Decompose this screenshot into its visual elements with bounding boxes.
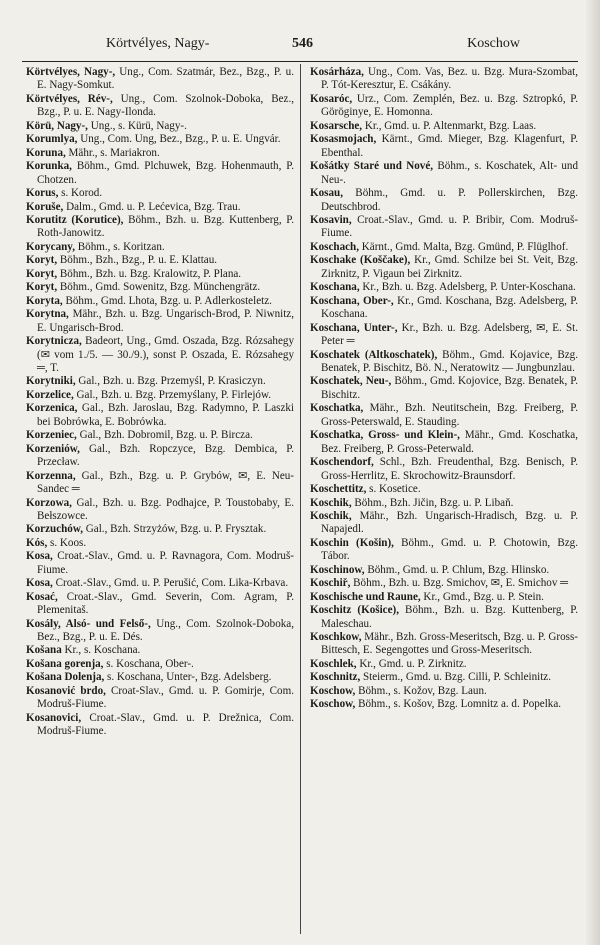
entry-headword: Koschettitz, — [310, 483, 367, 496]
directory-entry — [26, 470, 294, 497]
entry-headword: Kosasmojach, — [310, 133, 377, 146]
entry-text: Böhm., s. Koschatek, Alt- und Neu-. — [321, 160, 578, 186]
entry-headword: Koschatek (Altkoschatek), — [310, 348, 438, 361]
directory-entry — [310, 214, 578, 241]
directory-entry — [310, 254, 578, 281]
entry-text: Kr., Gmd. u. P. Zirknitz. — [356, 657, 467, 670]
entry-headword: Kosa, — [26, 577, 53, 590]
entry-text: Ung., s. Kürü, Nagy-. — [87, 119, 187, 132]
directory-entry — [26, 550, 294, 577]
entry-text: Böhm., Bzh. u. Bzg. Kuttenberg, P. Maleschau. — [321, 604, 578, 630]
entry-headword: Körtvélyes, Rév-, — [26, 92, 113, 105]
entry-text: Kr., Gmd., Bzg. u. P. Stein. — [420, 590, 544, 603]
entry-headword: Koschana, Ober-, — [310, 294, 394, 307]
entry-headword: Kosály, Alsó- und Felső-, — [26, 617, 151, 630]
entry-headword: Kós, — [26, 536, 48, 549]
entry-text: Böhm., Gmd. Kojavice, Bzg. Benatek, P. Bischitz, Bö. N., Neratowitz — Jungbunzlau. — [321, 348, 578, 374]
directory-entry — [310, 322, 578, 349]
entry-headword: Kosanovici, — [26, 711, 82, 724]
entry-headword: Koruna, — [26, 146, 66, 159]
entry-text: Kr., Gmd. Schilze bei St. Veit, Bzg. Zirknitz, P. Vigaun bei Zirknitz. — [321, 254, 578, 280]
directory-entry — [310, 375, 578, 402]
entry-headword: Korzowa, — [26, 496, 72, 509]
entry-headword: Korzelice, — [26, 388, 74, 401]
entry-text: Böhm., Gmd. Lhota, Bzg. u. P. Adlerkosteletz. — [62, 294, 272, 307]
directory-entry — [310, 483, 578, 496]
entry-text: Urz., Com. Zemplén, Bez. u. Bzg. Sztropkó, P. Göröginye, E. Homonna. — [321, 92, 578, 119]
page-number: 546 — [292, 36, 313, 51]
directory-entry — [310, 604, 578, 631]
entry-text: s. Kosetice. — [366, 483, 421, 496]
directory-entry — [310, 402, 578, 429]
entry-text: Kärnt., Gmd. Mieger, Bzg. Klagenfurt, P. Ebenthal. — [321, 133, 578, 159]
entry-headword: Koruše, — [26, 200, 64, 213]
directory-entry — [310, 281, 578, 294]
entry-text: Gal., Bzh. Strzyżów, Bzg. u. P. Frysztak. — [83, 523, 267, 536]
entry-text: Croat.-Slav., Gmd. u. P. Bribir, Com. Modruš-Fiume. — [321, 213, 578, 240]
directory-entry — [310, 66, 578, 93]
entry-headword: Korumlya, — [26, 133, 78, 146]
entry-text: Dalm., Gmd. u. P. Lećevica, Bzg. Trau. — [63, 200, 241, 213]
directory-entry — [26, 187, 294, 200]
entry-headword: Kosa, — [26, 550, 53, 563]
directory-entry — [310, 631, 578, 658]
entry-headword: Korutitz (Korutice), — [26, 213, 124, 226]
directory-entry — [310, 497, 578, 510]
directory-entry — [310, 160, 578, 187]
entry-headword: Korytniki, — [26, 375, 76, 388]
directory-entry — [310, 120, 578, 133]
directory-entry — [26, 281, 294, 294]
entry-headword: Koschana, — [310, 281, 360, 294]
entry-text: Böhm., Bzh. u. Bzg. Kralowitz, P. Plana. — [57, 267, 242, 280]
entry-text: Gal., Bzh. u. Bzg. Przemyślany, P. Firlejów. — [73, 388, 272, 401]
directory-entry — [26, 443, 294, 470]
entry-text: Ung., Com. Vas, Bez. u. Bzg. Mura-Szombat, P. Tót-Keresztur, E. Csákány. — [321, 66, 578, 92]
entry-text: Schl., Bzh. Freudenthal, Bzg. Benisch, P. Gross-Herrlitz, E. Skrochowitz-Braunsdorf. — [321, 456, 578, 482]
entry-headword: Korzeniec, — [26, 429, 77, 442]
entry-text: Böhm., s. Košov, Bzg. Lomnitz a. d. Popelka. — [355, 698, 562, 711]
directory-entry — [26, 712, 294, 739]
entry-headword: Košana Dolenja, — [26, 671, 105, 684]
entry-text: Kr., Gmd. Koschana, Bzg. Adelsberg, P. Koschana. — [321, 294, 578, 321]
entry-text: Böhm., Gmd. Kojovice, Bzg. Benatek, P. Bischitz. — [321, 375, 578, 401]
entry-text: Croat.-Slav., Gmd. Severin, Com. Agram, P. Plemenitaš. — [37, 590, 294, 617]
entry-headword: Korycany, — [26, 240, 75, 253]
entry-text: Ung., Com. Szatmár, Bez., Bzg., P. u. E. Nagy-Somkut. — [37, 66, 294, 92]
entry-headword: Koschach, — [310, 240, 360, 253]
entry-text: Mähr., s. Mariakron. — [65, 146, 160, 159]
entry-text: Gal., Bzh., Bzg. u. P. Grybów, ✉, E. Neu-Sandec ═ — [37, 469, 294, 496]
directory-entry — [26, 93, 294, 120]
entry-headword: Koschik, — [310, 509, 352, 522]
entry-text: Mähr., Bzh. Neutitschein, Bzg. Freiberg, P. Gross-Peterswald, E. Stauding. — [321, 402, 578, 428]
entry-headword: Koschiř, — [310, 577, 351, 590]
entry-text: Böhm., Bzh. u. Bzg. Smichov, ✉, E. Smichov ═ — [350, 577, 569, 590]
entry-text: Mähr., Bzh. Ungarisch-Hradisch, Bzg. u. P. Napajedl. — [321, 509, 578, 536]
directory-entry — [26, 389, 294, 402]
entry-headword: Koschlek, — [310, 657, 357, 670]
directory-entry — [26, 66, 294, 93]
entry-text: Böhm., s. Kožov, Bzg. Laun. — [355, 684, 487, 697]
entry-headword: Koschana, Unter-, — [310, 321, 398, 334]
entry-headword: Košátky Staré und Nové, — [310, 160, 434, 173]
directory-entry — [26, 201, 294, 214]
entry-headword: Korzenna, — [26, 469, 76, 482]
entry-text: Böhm., Bzh. u. Bzg. Kuttenberg, P. Roth-Janowitz. — [37, 213, 294, 240]
entry-headword: Koschische und Raune, — [310, 590, 421, 603]
entry-headword: Korzuchów, — [26, 523, 84, 536]
entry-text: Croat.-Slav., Gmd. u. P. Drežnica, Com. Modruš-Fiume. — [37, 711, 294, 738]
header-left-keyword: Körtvélyes, Nagy- — [106, 36, 210, 51]
entry-text: Kr., Bzh. u. Bzg. Adelsberg, ✉, E. St. Peter ═ — [321, 321, 578, 348]
directory-entry — [26, 241, 294, 254]
column-divider — [300, 64, 301, 934]
entry-text: Ung., Com. Szolnok-Doboka, Bez., Bzg., P. u. E. Dés. — [37, 617, 294, 644]
entry-text: Ung., Com. Ung, Bez., Bzg., P. u. E. Ungvár. — [77, 133, 281, 146]
header-rule — [22, 61, 578, 62]
directory-entry — [26, 577, 294, 590]
entry-text: Kr., Bzh. u. Bzg. Adelsberg, P. Unter-Koschana. — [359, 281, 576, 294]
entry-text: Gal., Bzh. u. Bzg. Podhajce, P. Toustobaby, E. Bełszowce. — [37, 496, 294, 522]
directory-entry — [310, 537, 578, 564]
entry-text: Böhm., Gmd. u. P. Pollerskirchen, Bzg. Deutschbrod. — [321, 187, 578, 213]
entry-headword: Kosarsche, — [310, 119, 363, 132]
directory-entry — [310, 671, 578, 684]
directory-entry — [26, 147, 294, 160]
directory-entry — [26, 308, 294, 335]
entry-headword: Kosać, — [26, 590, 58, 603]
entry-headword: Korytna, — [26, 308, 69, 321]
page-edge-shadow — [586, 0, 600, 945]
entry-text: Badeort, Ung., Gmd. Oszada, Bzg. Rózsahegy (✉ vom 1./5. — 30./9.), sonst P. Oszada, E. Rózsahegy ═, T. — [37, 335, 294, 374]
entry-text: Gal., Bzh. Jaroslau, Bzg. Radymno, P. Laszki bei Bobrówka, E. Bobrówka. — [37, 402, 294, 428]
entry-headword: Koschkow, — [310, 631, 362, 644]
entry-text: Böhm., Gmd. Plchuwek, Bzg. Hohenmauth, P. Chotzen. — [37, 160, 294, 186]
entry-headword: Koryt, — [26, 281, 58, 294]
directory-entry — [26, 214, 294, 241]
entry-headword: Koschatka, — [310, 402, 364, 415]
directory-entry — [310, 187, 578, 214]
entry-headword: Körü, Nagy-, — [26, 119, 88, 132]
entry-text: s. Korod. — [58, 187, 103, 200]
entry-headword: Kosavin, — [310, 213, 352, 226]
directory-entry — [26, 523, 294, 536]
directory-entry — [310, 295, 578, 322]
entry-text: Böhm., Gmd. u. P. Chlum, Bzg. Hlinsko. — [364, 563, 550, 576]
page-header — [24, 36, 576, 58]
entry-headword: Korytnicza, — [26, 335, 82, 348]
entry-headword: Koschitz (Košice), — [310, 604, 399, 617]
entry-headword: Koryt, — [26, 267, 58, 280]
directory-entry — [26, 537, 294, 550]
directory-entry — [26, 375, 294, 388]
left-column — [26, 66, 294, 938]
directory-entry — [26, 591, 294, 618]
right-column — [310, 66, 578, 938]
entry-text: Croat.-Slav., Gmd. u. P. Ravnagora, Com. Modruš-Fiume. — [37, 550, 294, 576]
entry-text: Böhm., Bzh. Jičin, Bzg. u. P. Libaň. — [351, 496, 514, 509]
entry-headword: Košana — [26, 644, 62, 657]
directory-entry — [310, 510, 578, 537]
directory-entry — [310, 577, 578, 590]
entry-text: Ung., Com. Szolnok-Doboka, Bez., Bzg., P. u. E. Nagy-Ilonda. — [37, 92, 294, 119]
directory-entry — [26, 429, 294, 442]
entry-headword: Korzeniów, — [26, 442, 80, 455]
entry-text: Böhm., s. Koritzan. — [75, 240, 165, 253]
header-right-keyword: Koschow — [467, 36, 520, 51]
directory-entry — [310, 564, 578, 577]
entry-text: Gal., Bzh. u. Bzg. Przemyśl, P. Krasiczyn. — [75, 375, 266, 388]
directory-entry — [26, 644, 294, 657]
entry-headword: Kosau, — [310, 187, 343, 200]
directory-entry — [26, 402, 294, 429]
directory-entry — [310, 429, 578, 456]
entry-text: Croat.-Slav., Gmd. u. P. Perušić, Com. Lika-Krbava. — [52, 577, 289, 590]
directory-entry — [26, 497, 294, 524]
directory-entry — [26, 685, 294, 712]
directory-entry — [26, 658, 294, 671]
entry-text: Böhm., Bzh., Bzg., P. u. E. Klattau. — [57, 254, 218, 267]
entry-text: Mähr., Gmd. Koschatka, Bez. Freiberg, P. Gross-Peterwald. — [321, 429, 578, 455]
entry-headword: Kosaróc, — [310, 92, 353, 105]
directory-entry — [310, 658, 578, 671]
directory-entry — [26, 133, 294, 146]
entry-text: Croat-Slav., Gmd. u. P. Gomirje, Com. Modruš-Fiume. — [37, 684, 294, 711]
directory-entry — [310, 93, 578, 120]
entry-headword: Koschatka, Gross- und Klein-, — [310, 429, 460, 442]
directory-entry — [310, 685, 578, 698]
entry-headword: Koschow, — [310, 684, 356, 697]
entry-headword: Koryt, — [26, 254, 58, 267]
entry-text: Gal., Bzh. Dobromil, Bzg. u. P. Bircza. — [76, 429, 253, 442]
directory-entry — [26, 120, 294, 133]
entry-headword: Korzenica, — [26, 402, 78, 415]
entry-headword: Kosanović brdo, — [26, 684, 106, 697]
directory-entry — [26, 160, 294, 187]
directory-entry — [26, 254, 294, 267]
directory-entry — [310, 349, 578, 376]
entry-headword: Korunka, — [26, 160, 72, 173]
entry-text: Steierm., Gmd. u. Bzg. Cilli, P. Schleinitz. — [360, 671, 551, 684]
directory-entry — [310, 241, 578, 254]
entry-text: Kr., s. Koschana. — [61, 644, 141, 657]
entry-text: Gal., Bzh. Ropczyce, Bzg. Dembica, P. Przecław. — [37, 442, 294, 469]
directory-entry — [26, 335, 294, 375]
directory-entry — [310, 698, 578, 711]
entry-text: s. Koos. — [47, 536, 87, 549]
directory-entry — [26, 295, 294, 308]
directory-entry — [310, 133, 578, 160]
directory-entry — [26, 671, 294, 684]
entry-headword: Koschik, — [310, 496, 352, 509]
entry-headword: Kosárháza, — [310, 66, 364, 78]
entry-text: Mähr., Bzh. Gross-Meseritsch, Bzg. u. P. Gross-Bittesch, E. Segengottes und Gross-Meseritsch. — [321, 631, 578, 657]
entry-text: Böhm., Gmd. Sowenitz, Bzg. Münchengrätz. — [57, 281, 261, 294]
entry-headword: Koschow, — [310, 698, 356, 711]
entry-headword: Koschnitz, — [310, 671, 361, 684]
directory-entry — [310, 591, 578, 604]
entry-headword: Koschatek, Neu-, — [310, 375, 392, 388]
entry-text: Kr., Gmd. u. P. Altenmarkt, Bzg. Laas. — [362, 119, 537, 132]
entry-text: Mähr., Bzh. u. Bzg. Ungarisch-Brod, P. Niwnitz, E. Ungarisch-Brod. — [37, 308, 294, 334]
directory-entry — [310, 456, 578, 483]
directory-entry — [26, 268, 294, 281]
entry-headword: Koschin (Košin), — [310, 536, 394, 549]
entry-text: s. Koschana, Unter-, Bzg. Adelsberg. — [104, 671, 272, 684]
entry-headword: Korus, — [26, 187, 59, 200]
entry-text: s. Koschana, Ober-. — [103, 657, 194, 670]
entry-headword: Koryta, — [26, 294, 63, 307]
entry-text: Böhm., Gmd. u. P. Chotowin, Bzg. Tábor. — [321, 536, 578, 563]
entry-headword: Koschinow, — [310, 563, 365, 576]
entry-headword: Košana gorenja, — [26, 657, 104, 670]
entry-text: Kärnt., Gmd. Malta, Bzg. Gmünd, P. Flüglhof. — [359, 240, 569, 253]
entry-headword: Koschendorf, — [310, 456, 374, 469]
entry-headword: Körtvélyes, Nagy-, — [26, 66, 116, 78]
entry-headword: Koschake (Koščake), — [310, 254, 411, 267]
directory-entry — [26, 618, 294, 645]
